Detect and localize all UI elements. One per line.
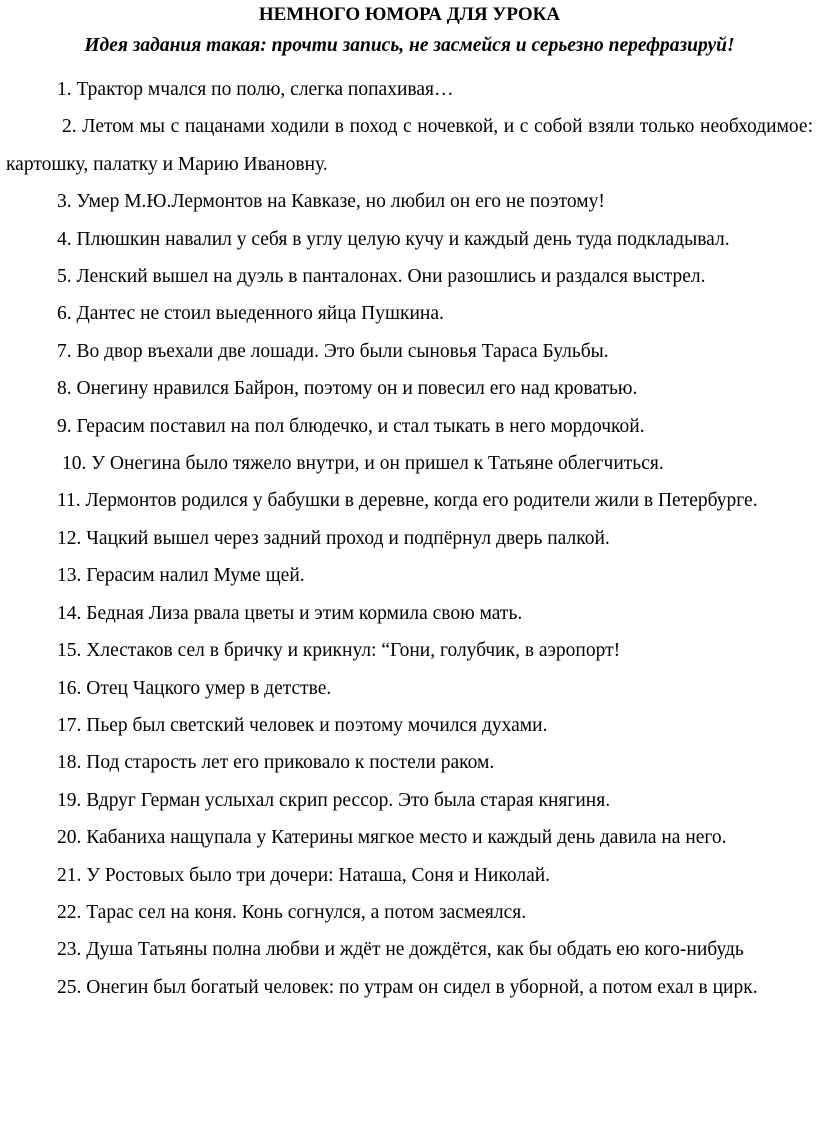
document-subtitle: Идея задания такая: прочти запись, не засмейся и серьезно перефразируй!: [84, 35, 735, 56]
list-item: 9. Герасим поставил на пол блюдечко, и стал тыкать в него мордочкой.: [57, 415, 645, 437]
list-item: 20. Кабаниха нащупала у Катерины мягкое место и каждый день давила на него.: [57, 827, 727, 849]
list-item: 21. У Ростовых было три дочери: Наташа, Соня и Николай.: [57, 864, 551, 886]
list-item: 5. Ленский вышел на дуэль в панталонах. Они разошлись и раздался выстрел.: [57, 266, 706, 288]
list-item: 4. Плюшкин навалил у себя в углу целую кучу и каждый день туда подкладывал.: [57, 228, 730, 250]
list-item: 12. Чацкий вышел через задний проход и подпёрнул дверь палкой.: [57, 527, 610, 549]
list-item: 7. Во двор въехали две лошади. Это были сыновья Тараса Бульбы.: [57, 340, 609, 362]
list-item: 25. Онегин был богатый человек: по утрам он сидел в уборной, а потом ехал в цирк.: [57, 976, 758, 998]
list-item: 17. Пьер был светский человек и поэтому мочился духами.: [57, 714, 548, 736]
document-title: НЕМНОГО ЮМОРА ДЛЯ УРОКА: [258, 4, 561, 25]
list-item: 1. Трактор мчался по полю, слегка попахивая…: [57, 79, 454, 100]
list-item: 19. Вдруг Герман услыхал скрип рессор. Это была старая княгиня.: [57, 789, 611, 811]
list-item: 10. У Онегина было тяжело внутри, и он пришел к Татьяне облегчиться.: [62, 453, 664, 475]
list-item: 14. Бедная Лиза рвала цветы и этим кормила свою мать.: [57, 602, 523, 624]
list-item: 6. Дантес не стоил выеденного яйца Пушкина.: [57, 303, 444, 325]
list-item: 11. Лермонтов родился у бабушки в деревне, когда его родители жили в Петербурге.: [57, 490, 758, 512]
list-item: 22. Тарас сел на коня. Конь согнулся, а потом засмеялся.: [57, 901, 527, 923]
list-item: 23. Душа Татьяны полна любви и ждёт не дождётся, как бы обдать ею кого-нибудь: [57, 939, 744, 961]
list-item: 13. Герасим налил Муме щей.: [57, 565, 305, 587]
list-item: 2. Летом мы с пацанами ходили в поход с ночевкой, и с собой взяли только необходимое: картошку, палатку и Марию Ивановну.: [6, 116, 813, 175]
joke-list: [6, 71, 813, 1006]
list-item: 3. Умер М.Ю.Лермонтов на Кавказе, но любил он его не поэтому!: [57, 191, 605, 213]
list-item: 8. Онегину нравился Байрон, поэтому он и повесил его над кроватью.: [57, 378, 638, 400]
list-item: 15. Хлестаков сел в бричку и крикнул: “Гони, голубчик, в аэропорт!: [57, 640, 621, 662]
list-item: 18. Под старость лет его приковало к постели раком.: [57, 752, 495, 774]
list-item: 16. Отец Чацкого умер в детстве.: [57, 677, 332, 699]
